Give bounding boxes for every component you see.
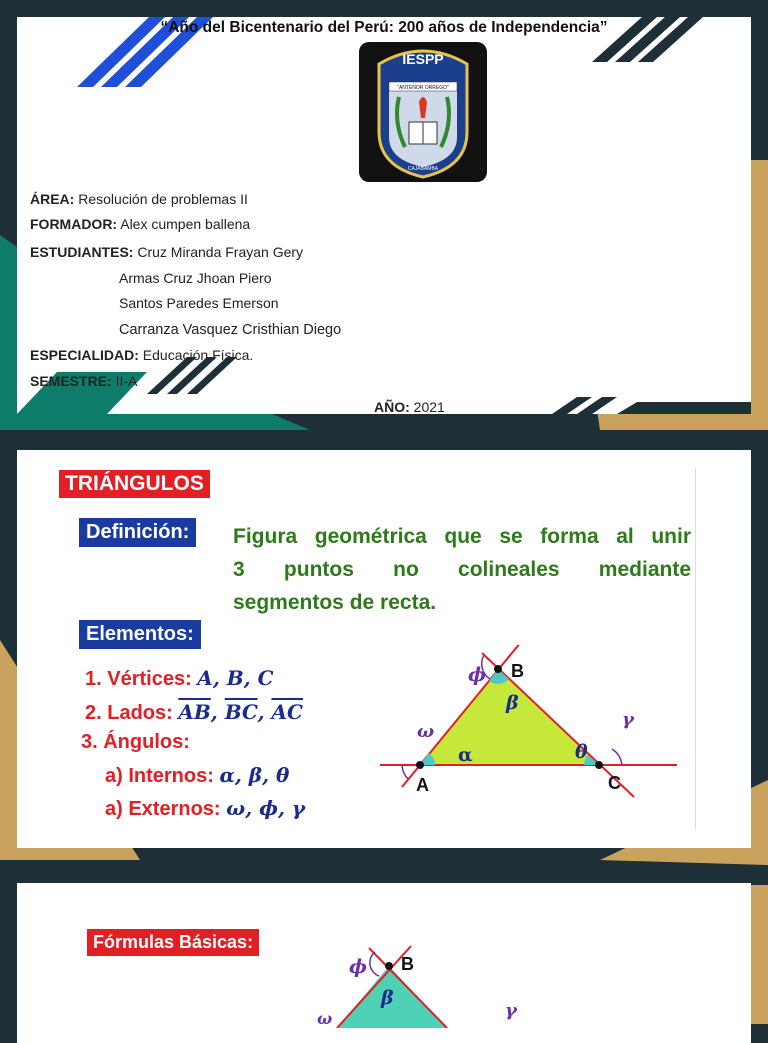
omega-arc (402, 765, 408, 779)
triangle-diagram (372, 645, 692, 805)
vertex-a-label: A (416, 775, 429, 795)
semestre-value: II-A (111, 373, 138, 389)
divider (695, 468, 696, 830)
lados-label: 2. Lados: (85, 702, 173, 724)
side-bc: $\overline{BC}$ (224, 700, 258, 724)
externos-label: a) Externos: (105, 798, 221, 820)
slide-title: TRIÁNGULOS (59, 470, 210, 498)
vertex-c-dot (595, 761, 603, 769)
logo-bottom-text: CAJABAMBA (407, 166, 439, 172)
externos-value: ω, ϕ, γ (226, 796, 306, 820)
internos-value: α, β, θ (219, 763, 290, 787)
triangle-shape (420, 669, 599, 765)
item-internos (105, 763, 289, 788)
side-ac: $\overline{AC}$ (271, 700, 303, 724)
anio-value: 2021 (409, 399, 445, 414)
item-lados: 2. Lados: $\overline{AB}$, $\overline{BC}$, $\overline{AC}$ (85, 700, 303, 724)
definicion-line: Figura geométrica que se forma al unir (233, 525, 691, 548)
area-label: ÁREA: (30, 191, 75, 207)
vertex-c-label: C (608, 773, 621, 793)
vertex-a-dot (416, 761, 424, 769)
beta-label: β (506, 692, 519, 714)
triangles-slide (17, 450, 751, 848)
item-externos (105, 796, 305, 821)
gamma-label: γ (622, 709, 634, 730)
cover-slide (17, 17, 751, 414)
estudiantes-label: ESTUDIANTES: (30, 244, 134, 260)
gamma-arc (612, 749, 622, 765)
alpha-label: α (458, 744, 473, 766)
anio-label: AÑO: (374, 399, 410, 414)
student-name: Cruz Miranda Frayan Gery (133, 244, 304, 260)
definicion-line: segmentos de recta. (233, 591, 437, 614)
especialidad-label: ESPECIALIDAD: (30, 347, 139, 363)
logo-top-text: IESPP (402, 51, 444, 67)
vertex-b-label: B (511, 661, 524, 681)
gamma-label: γ (505, 1000, 517, 1021)
theta-label: θ (575, 741, 588, 763)
internos-label: a) Internos: (105, 765, 214, 787)
area-line (30, 191, 248, 207)
vertices-label: 1. Vértices: (85, 668, 192, 690)
vertex-b-dot (385, 962, 393, 970)
item-vertices (85, 666, 274, 691)
especialidad-value: Educación Física. (138, 347, 254, 363)
elementos-label: Elementos: (79, 620, 201, 649)
phi-label: ϕ (468, 664, 486, 686)
angulos-label: 3. Ángulos: (81, 731, 190, 753)
definicion-line: 3 puntos no colineales mediante (233, 558, 691, 581)
omega-label: ω (417, 721, 435, 742)
student-name: Carranza Vasquez Cristhian Diego (119, 322, 342, 338)
formador-label: FORMADOR: (30, 216, 118, 232)
definicion-text (233, 520, 691, 619)
beta-label: β (381, 987, 394, 1009)
especialidad-line (30, 347, 253, 363)
semestre-label: SEMESTRE: (30, 373, 112, 389)
motto-header: “Año del Bicentenario del Perú: 200 años de Independencia” (160, 19, 608, 36)
area-value: Resolución de problemas II (74, 191, 248, 207)
slide-title: Fórmulas Básicas: (87, 929, 259, 956)
vertex-b-label: B (401, 954, 414, 974)
definicion-label: Definición: (79, 518, 196, 547)
formulas-slide (17, 883, 751, 1043)
semestre-line (30, 373, 137, 389)
phi-label: ϕ (349, 956, 367, 978)
estudiantes-line (30, 244, 303, 260)
anio-line (374, 399, 445, 414)
omega-label: ω (317, 1009, 333, 1028)
student-name: Santos Paredes Emerson (119, 295, 279, 311)
institution-logo (359, 42, 487, 182)
vertices-value: A, B, C (197, 666, 274, 690)
logo-banner-text: "ANTENOR ORREGO" (397, 85, 449, 91)
student-name: Armas Cruz Jhoan Piero (119, 270, 272, 286)
formador-value: Alex cumpen ballena (117, 216, 251, 232)
vertex-b-dot (494, 665, 502, 673)
side-ab: $\overline{AB}$ (178, 700, 211, 724)
formador-line (30, 216, 250, 232)
triangle-diagram (287, 938, 527, 1028)
